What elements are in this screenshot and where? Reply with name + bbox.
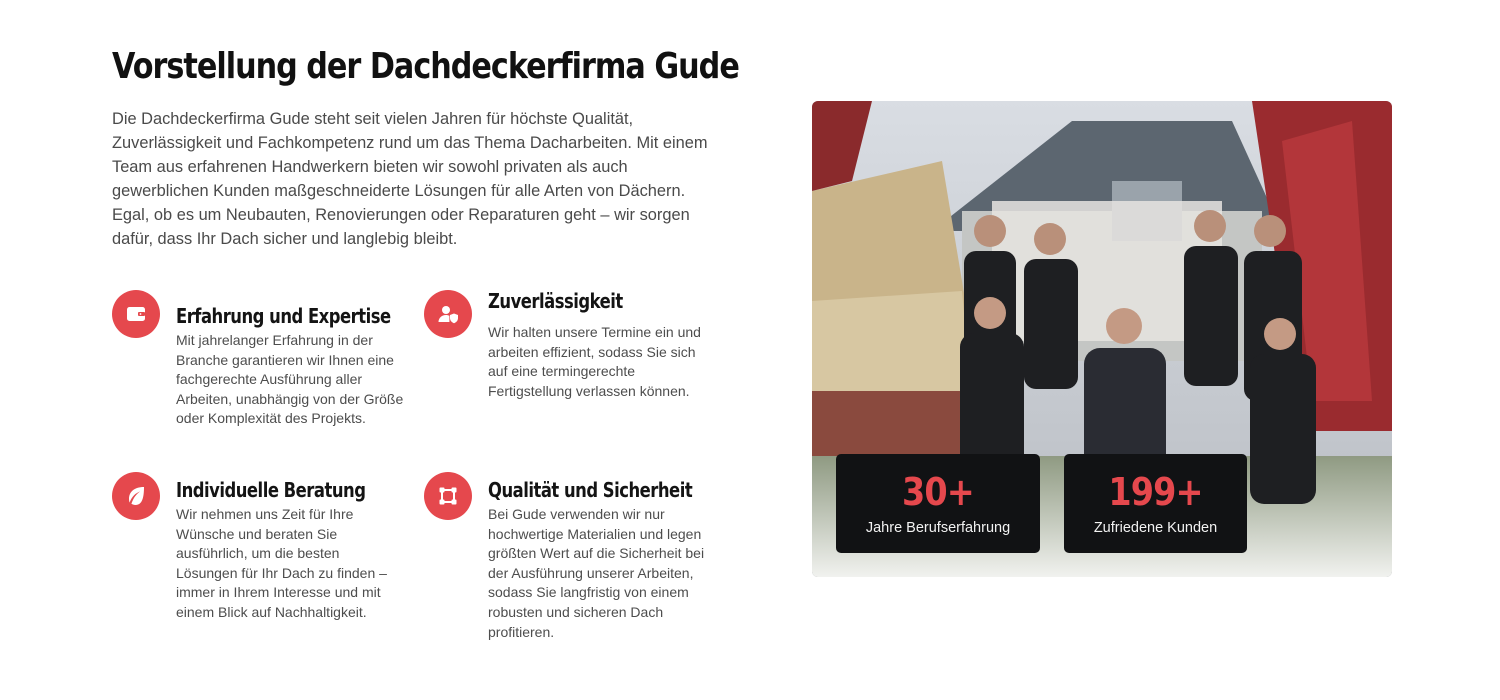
feature-title: Zuverlässigkeit xyxy=(488,289,623,313)
feature-text: Bei Gude verwenden wir nur hochwertige Materialien und legen größten Wert auf die Sicherheit bei der Ausführung unserer Arbeiten, sodass Sie langfristig von einem robusten und sicheren Dach profitieren. xyxy=(488,506,705,640)
feature-text: Wir nehmen uns Zeit für Ihre Wünsche und beraten Sie ausführlich, um die besten Lösungen für Ihr Dach zu finden – immer in Ihrem Interesse und mit einem Blick auf Nachhaltigkeit. xyxy=(176,506,387,620)
feature-text: Mit jahrelanger Erfahrung in der Branche garantieren wir Ihnen eine fachgerechte Ausführung aller Arbeiten, unabhängig von der Größe oder Komplexität des Projekts. xyxy=(176,332,404,427)
stat-label: Jahre Berufserfahrung xyxy=(865,520,1011,536)
stat-label: Zufriedene Kunden xyxy=(1093,520,1218,536)
feature-title: Individuelle Beratung xyxy=(176,478,366,502)
stat-card-experience xyxy=(836,454,1040,553)
feature-experience xyxy=(112,290,412,450)
vector-square-icon xyxy=(424,472,472,520)
stat-card-customers xyxy=(1064,454,1247,553)
user-shield-icon xyxy=(424,290,472,338)
section-title: Vorstellung der Dachdeckerfirma Gude xyxy=(112,46,739,87)
feature-reliability xyxy=(424,290,724,410)
feature-text: Wir halten unsere Termine ein und arbeiten effizient, sodass Sie sich auf eine termingerechte Fertigstellung verlassen können. xyxy=(488,324,701,399)
leaf-icon xyxy=(112,472,160,520)
wallet-icon xyxy=(112,290,160,338)
feature-consulting xyxy=(112,472,412,622)
feature-title: Erfahrung und Expertise xyxy=(176,304,391,328)
stat-value: 199+ xyxy=(1108,470,1203,514)
stat-value: 30+ xyxy=(902,470,974,514)
section-intro: Die Dachdeckerfirma Gude steht seit vielen Jahren für höchste Qualität, Zuverlässigkeit und Fachkompetenz rund um das Thema Dacharbeiten. Mit einem Team aus erfahrenen Handwerkern bieten wir sowohl privaten als auch gewerblichen Kunden maßgeschneiderte Lösungen für alle Arten von Dächern. Egal, ob es um Neubauten, Renovierungen oder Reparaturen geht – wir sorgen dafür, dass Ihr Dach sicher und langlebig bleibt. xyxy=(112,110,708,248)
feature-quality-safety xyxy=(424,472,724,642)
feature-title: Qualität und Sicherheit xyxy=(488,478,693,502)
